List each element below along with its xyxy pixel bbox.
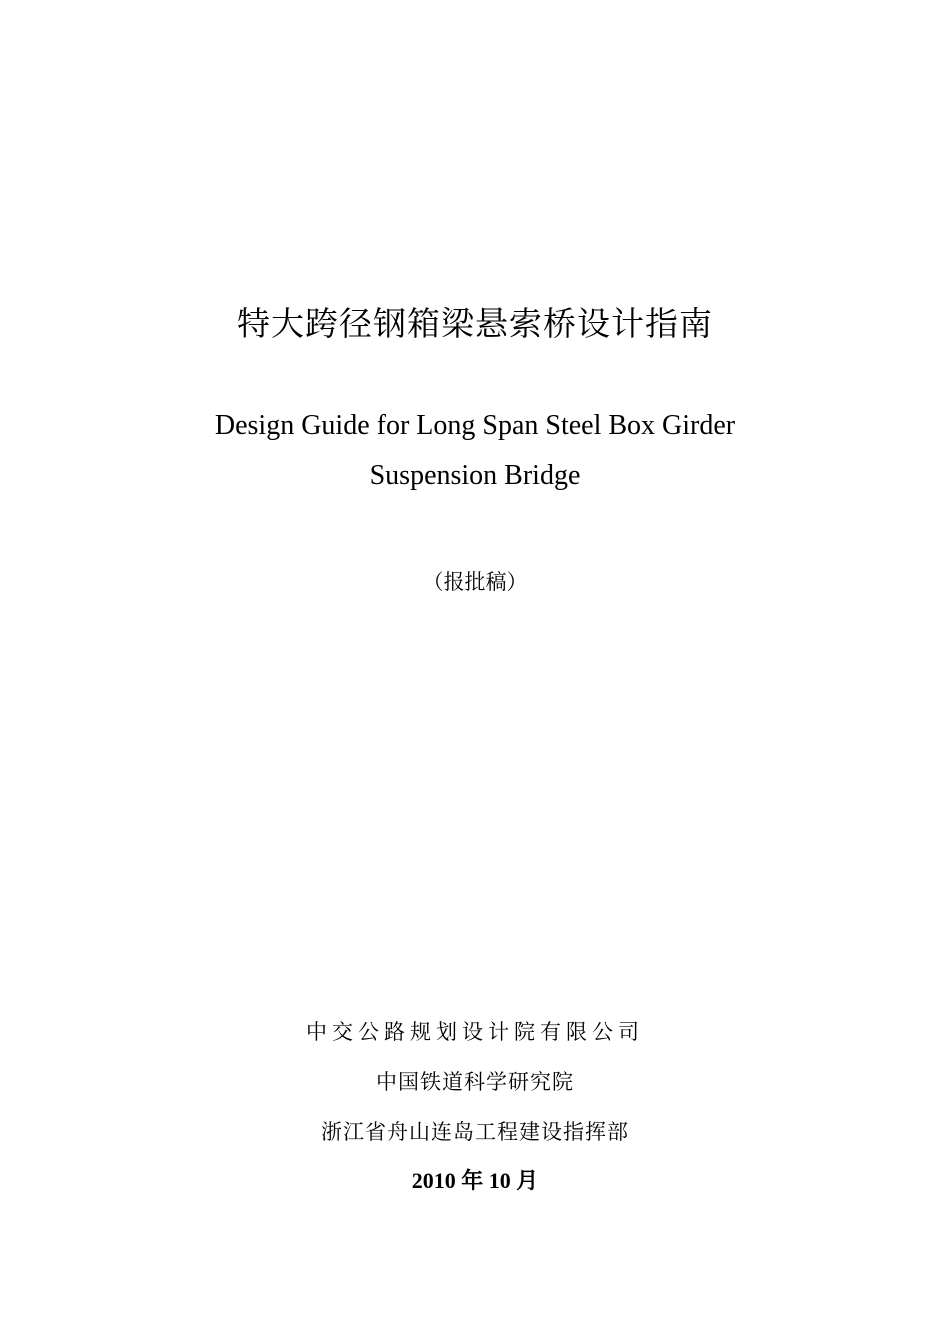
english-title-line-1: Design Guide for Long Span Steel Box Girder — [214, 410, 736, 441]
draft-status: （报批稿） — [422, 570, 528, 594]
publication-date: 2010 年 10 月 — [411, 1168, 539, 1193]
organization-3: 浙江省舟山连岛工程建设指挥部 — [321, 1120, 629, 1144]
organization-2: 中国铁道科学研究院 — [376, 1070, 574, 1094]
organization-1: 中交公路规划设计院有限公司 — [306, 1020, 644, 1044]
chinese-title: 特大跨径钢箱梁悬索桥设计指南 — [237, 304, 713, 343]
english-title-line-2: Suspension Bridge — [369, 460, 581, 491]
